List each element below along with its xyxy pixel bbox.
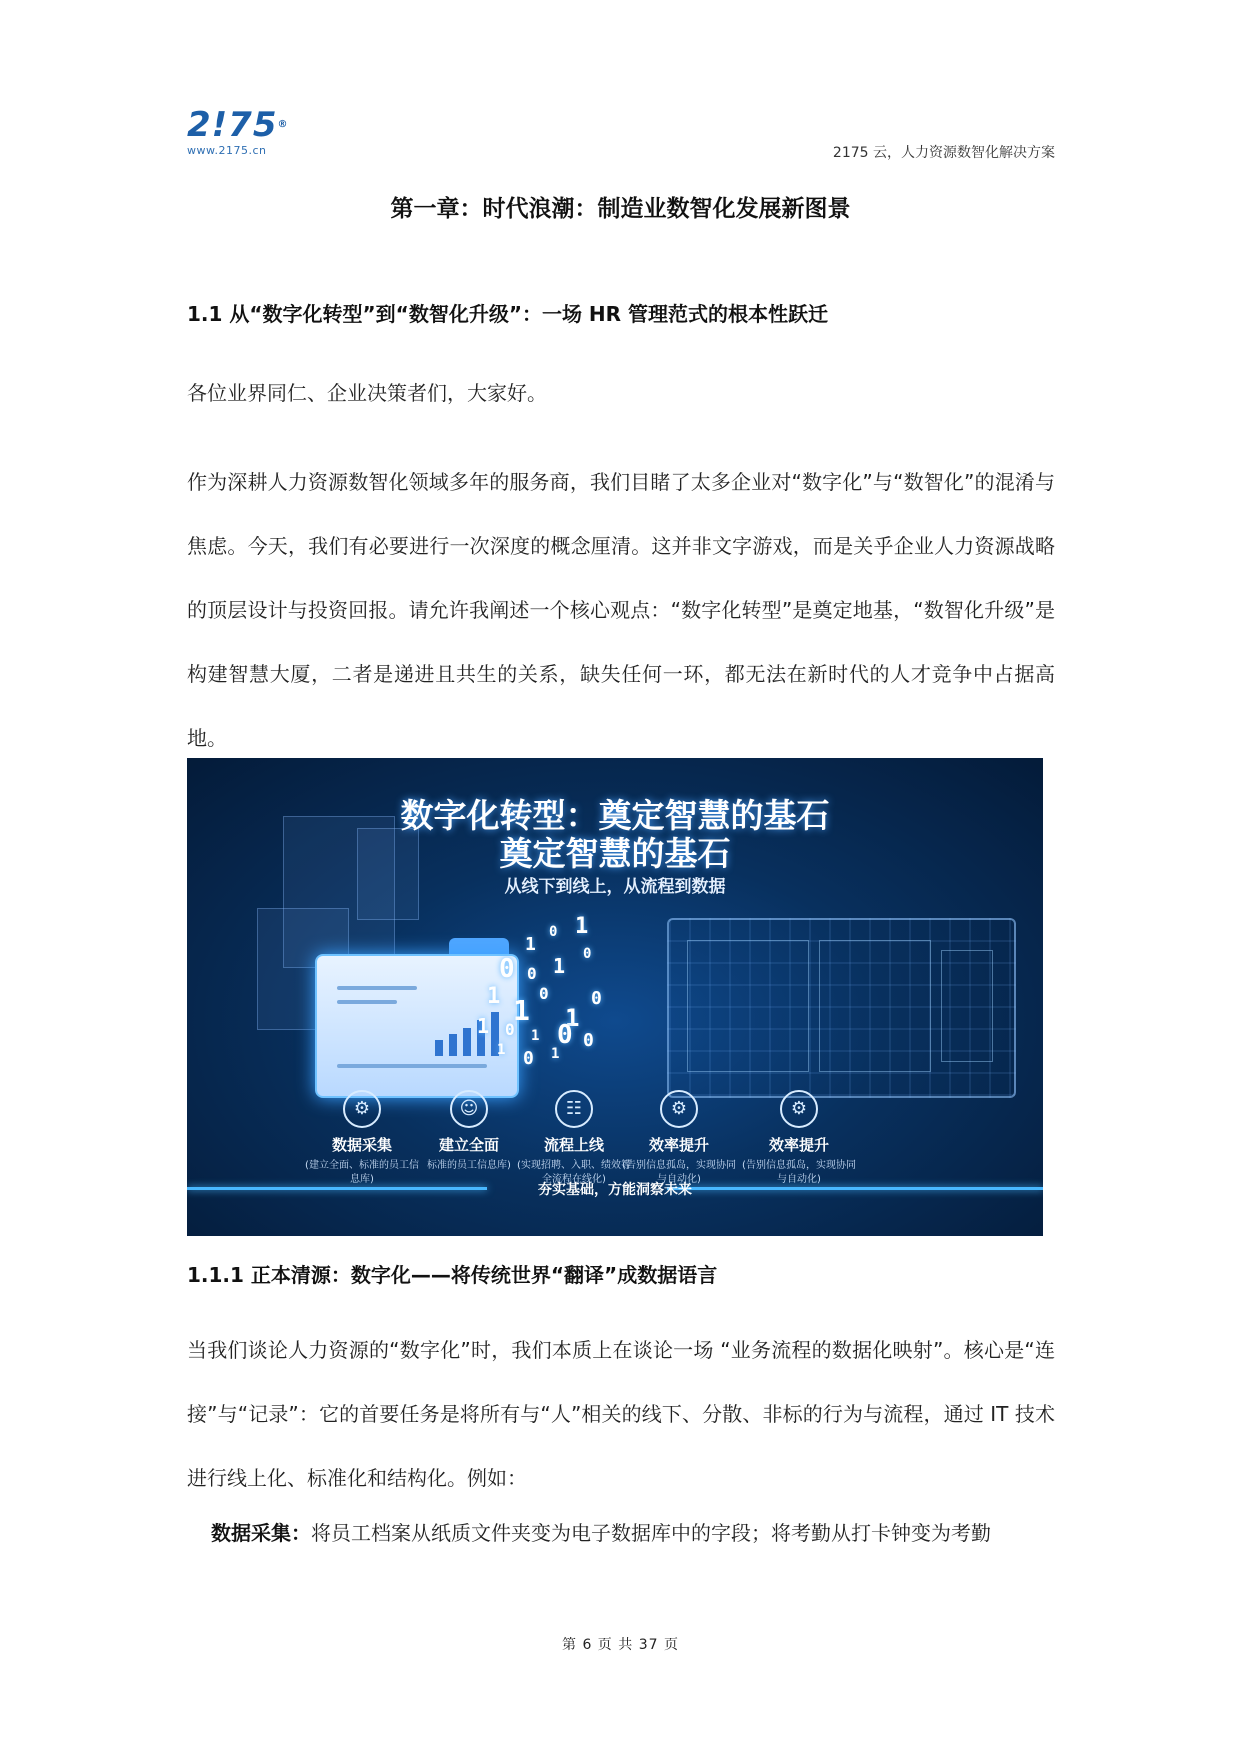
page-number: 第 6 页 共 37 页 <box>562 1637 679 1653</box>
screen-bar <box>449 1034 457 1056</box>
chapter-title: 第一章：时代浪潮：制造业数智化发展新图景 <box>390 196 851 222</box>
binary-digit: 0 <box>523 1048 534 1069</box>
figure-title-line2: 奠定智慧的基石 <box>499 834 731 873</box>
step-data-collection <box>302 1090 422 1187</box>
binary-digit: 0 <box>499 954 515 984</box>
logo-url: www.2175.cn <box>187 144 267 157</box>
step-efficiency-2 <box>739 1090 859 1187</box>
screen-line <box>337 1000 397 1004</box>
logo-mark: 2!75® <box>187 105 289 145</box>
step-label: 建立全面 <box>438 1136 499 1154</box>
screen-bar <box>463 1028 471 1056</box>
gear-person-icon: ⚙ <box>343 1090 381 1128</box>
header-tagline: 2175 云，人力资源数智化解决方案 <box>832 145 1055 161</box>
binary-digit: 1 <box>477 1014 490 1038</box>
figure-subtitle: 从线下到线上，从流程到数据 <box>504 877 726 897</box>
step-desc: 标准的员工信息库) <box>427 1160 511 1171</box>
step-desc: (实现招聘、入职、绩效等全流程在线化) <box>517 1160 631 1185</box>
company-logo <box>187 105 289 157</box>
binary-digit: 0 <box>527 964 537 983</box>
screen-bar <box>435 1040 443 1056</box>
gear-check-icon: ⚙ <box>780 1090 818 1128</box>
step-desc: (告别信息孤岛，实现协同与自动化) <box>742 1160 856 1185</box>
binary-digit: 1 <box>497 1042 506 1058</box>
data-collection-text: 将员工档案从纸质文件夹变为电子数据库中的字段；将考勤从打卡钟变为考勤 <box>311 1521 991 1545</box>
binary-digit: 0 <box>539 984 549 1003</box>
gear-check-icon: ⚙ <box>660 1090 698 1128</box>
binary-digit: 1 <box>565 1004 580 1032</box>
digital-transformation-figure <box>187 758 1043 1236</box>
server-panel <box>687 940 809 1072</box>
binary-digit: 0 <box>549 924 558 940</box>
step-label: 数据采集 <box>331 1136 392 1154</box>
subsection-title: 1.1.1 正本清源：数字化——将传统世界“翻译”成数据语言 <box>187 1263 718 1287</box>
binary-digit: 1 <box>551 1046 560 1062</box>
binary-digit: 0 <box>583 946 592 962</box>
figure-title-line1: 数字化转型：奠定智慧的基石 <box>400 796 830 835</box>
binary-digit: 0 <box>583 1030 594 1051</box>
server-circuit-illustration <box>667 918 1016 1098</box>
binary-digit: 0 <box>591 988 602 1009</box>
step-label: 效率提升 <box>648 1136 709 1154</box>
step-build-complete <box>409 1090 529 1173</box>
binary-digit: 1 <box>525 934 536 955</box>
binary-digit: 1 <box>487 984 501 1009</box>
server-panel <box>819 940 931 1072</box>
binary-digit: 1 <box>513 994 530 1027</box>
binary-digit: 1 <box>575 914 589 939</box>
binary-digit: 1 <box>553 954 566 978</box>
step-process-online <box>514 1090 634 1187</box>
binary-digit: 0 <box>505 1020 515 1039</box>
figure-caption: 夯实基础，方能洞察未来 <box>538 1182 692 1198</box>
step-label: 效率提升 <box>768 1136 829 1154</box>
greeting-paragraph: 各位业界同仁、企业决策者们，大家好。 <box>187 381 547 405</box>
screen-line <box>337 986 417 990</box>
step-desc: (建立全面、标准的员工信息库) <box>305 1160 419 1185</box>
binary-digit: 0 <box>557 1020 573 1050</box>
data-collection-item <box>211 1513 991 1553</box>
clipboard-icon: ☷ <box>555 1090 593 1128</box>
person-card-icon: ☺ <box>450 1090 488 1128</box>
step-efficiency <box>619 1090 739 1187</box>
screen-line <box>337 1064 487 1068</box>
step-label: 流程上线 <box>543 1136 604 1154</box>
intro-paragraph: 作为深耕人力资源数智化领域多年的服务商，我们目睹了太多企业对“数字化”与“数智化”的混淆与焦虑。今天，我们有必要进行一次深度的概念厘清。这并非文字游戏，而是关乎企业人力资源战略的顶层设计与投资回报。请允许我阐述一个核心观点：“数字化转型”是奠定地基，“数智化升级”是构建智慧大厦，二者是递进且共生的关系，缺失任何一环，都无法在新时代的人才竞争中占据高地。 <box>187 470 1055 750</box>
digitalization-paragraph: 当我们谈论人力资源的“数字化”时，我们本质上在谈论一场 “业务流程的数据化映射”。核心是“连接”与“记录”：它的首要任务是将所有与“人”相关的线下、分散、非标的行为与流程，通过 IT 技术进行线上化、标准化和结构化。例如： <box>187 1338 1055 1490</box>
section-title: 1.1 从“数字化转型”到“数智化升级”：一场 HR 管理范式的根本性跃迁 <box>187 302 829 326</box>
data-collection-label: 数据采集： <box>211 1521 311 1545</box>
step-desc: (告别信息孤岛，实现协同与自动化) <box>622 1160 736 1185</box>
binary-digit: 1 <box>531 1028 540 1044</box>
server-panel <box>941 950 993 1062</box>
